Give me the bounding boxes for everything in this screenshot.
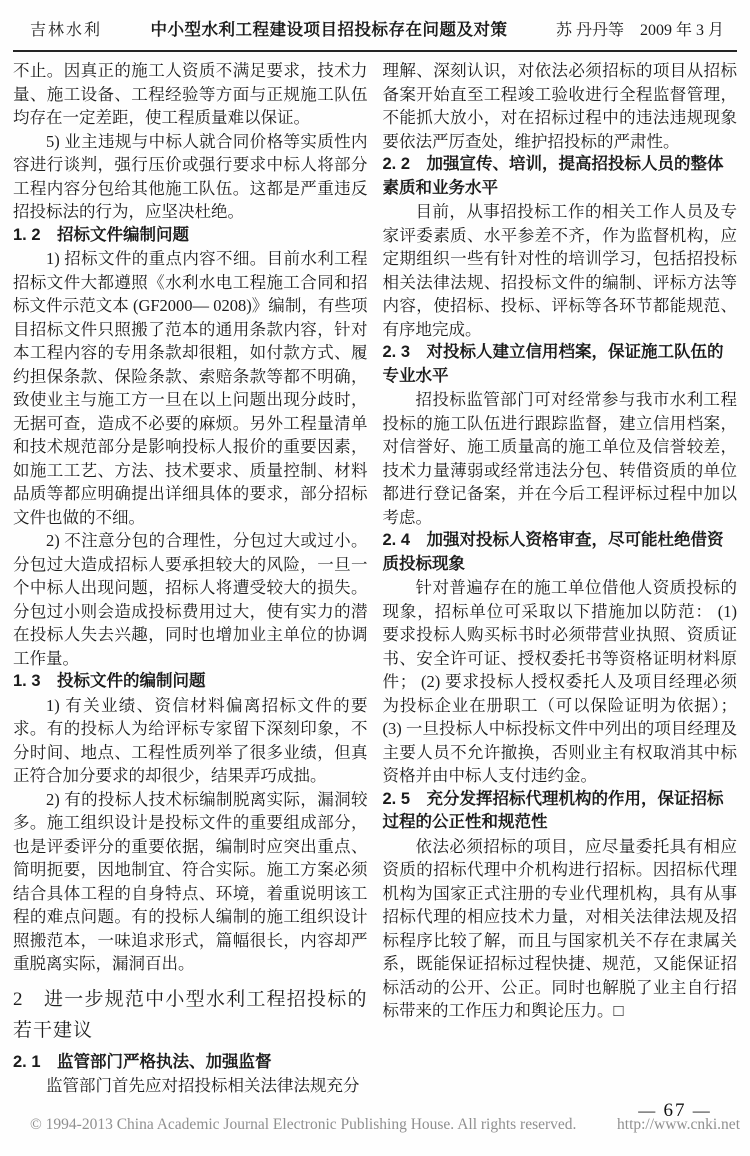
section-heading-2-3: 2. 3 对投标人建立信用档案，保证施工队伍的专业水平 xyxy=(382,343,724,385)
section-heading-1-3: 1. 3 投标文件的编制问题 xyxy=(13,672,206,690)
article-title: 中小型水利工程建设项目招投标存在问题及对策 xyxy=(150,21,508,39)
cnki-url: http://www.cnki.net xyxy=(617,1116,740,1133)
section-heading-2-5: 2. 5 充分发挥招标代理机构的作用，保证招标过程的公正性和规范性 xyxy=(382,789,724,831)
section-heading-2-1: 2. 1 监管部门严格执法、加强监督 xyxy=(13,1052,272,1071)
paragraph: 2) 不注意分包的合理性，分包过大或过小。分包过大造成招标人要承担较大的风险，一旦一个中标人出现问题，招标人将遭受较大的损失。分包过小则会造成投标费用过大，使有实力的潜在投标人失去兴趣，同时也增加业主单位的协调工作量。 xyxy=(13,531,368,668)
page-number-dash-left: — xyxy=(638,1101,658,1120)
paragraph: 监管部门首先应对招投标相关法律法规充分 xyxy=(46,1076,360,1095)
paragraph: 1) 有关业绩、资信材料偏离招标文件的要求。有的投标人为给评标专家留下深刻印象，不分时间、地点、工程性质列举了很多业绩，但真正符合加分要求的却很少，结果弄巧成拙。 xyxy=(13,695,368,785)
section-heading-1-2: 1. 2 招标文件编制问题 xyxy=(13,225,190,244)
paragraph: 2) 有的投标人技术标编制脱离实际，漏洞较多。施工组织设计是投标文件的重要组成部分，也是评委评分的重要依据，编制时应突出重点、简明扼要，因地制宜、符合实际。施工方案必须结合具体工程的自身特点、环境，着重说明该工程的难点问题。有的投标人编制的施工组织设计照搬范本，一味追求形式，篇幅很长，内容却严重脱离实际，漏洞百出。 xyxy=(13,789,368,973)
page-number-dash-right: — xyxy=(692,1101,712,1120)
chapter-heading-2: 2 进一步规范中小型水利工程招投标的若干建议 xyxy=(13,988,368,1041)
section-heading-2-2: 2. 2 加强宣传、培训，提高招投标人员的整体素质和业务水平 xyxy=(382,155,724,197)
paragraph: 理解、深刻认识，对依法必须招标的项目从招标备案开始直至工程竣工验收进行全程监督管理，不能抓大放小，对在招标过程中的违法违规现象要依法严厉查处，维护招投标的严肃性。 xyxy=(382,61,737,151)
section-heading-2-4: 2. 4 加强对投标人资格审查，尽可能杜绝借资质投标现象 xyxy=(382,531,724,573)
right-column xyxy=(383,59,738,1098)
paragraph: 针对普遍存在的施工单位借他人资质投标的现象，招标单位可采取以下措施加以防范： (1) 要求投标人购买标书时必须带营业执照、资质证书、安全许可证、授权委托书等资格证明材料原件； (2) 要求投标人授权委托人及项目经理必须为投标企业在册职工（可以保险证明为依据）；(3) 一旦投标人中标投标文件中列出的项目经理及主要人员不允许撤换，否则业主有权取消其中标资格并由中标人支付违约金。 xyxy=(382,578,737,785)
paragraph: 目前，从事招投标工作的相关工作人员及专家评委素质、水平参差不齐，作为监督机构，应定期组织一些有针对性的培训学习，包括招投标相关法律法规、招投标文件的编制、评标方法等内容，使招标、投标、评标等各环节都能规范、有序地完成。 xyxy=(382,202,737,339)
page-footer xyxy=(0,1100,750,1134)
paragraph: 1) 招标文件的重点内容不细。目前水利工程招标文件大都遵照《水利水电工程施工合同和招标文件示范文本 (GF2000— 0208)》编制，有些项目招标文件只照搬了范本的通用条款内容，针对本工程内容的专用条款却很粗，如付款方式、履约担保条款、保险条款、索赔条款等都不明确，致使业主与施工方一旦在以上问题出现分歧时，无据可查，造成不必要的麻烦。另外工程量清单和技术规范部分是影响投标人报价的重要因素，如施工工艺、方法、技术要求、质量控制、材料品质等都应明确提出详细具体的要求，部分招标文件也做的不细。 xyxy=(13,249,368,527)
page-header xyxy=(0,0,750,44)
left-column xyxy=(13,59,368,1098)
article-body xyxy=(0,52,750,1098)
paragraph: 不止。因真正的施工人资质不满足要求，技术力量、施工设备、工程经验等方面与正规施工队伍均存在一定差距，使工程质量难以保证。 xyxy=(13,61,368,127)
paragraph: 招投标监管部门可对经常参与我市水利工程投标的施工队伍进行跟踪监督，建立信用档案，对信誉好、施工质量高的施工单位及信誉较差，技术力量薄弱或经常违法分包、转借资质的单位都进行登记备案，并在今后工程评标过程中加以考虑。 xyxy=(382,390,737,527)
journal-name: 吉林水利 xyxy=(30,22,103,39)
page-number xyxy=(620,1100,730,1122)
page-number-value: 67 xyxy=(663,1100,687,1121)
copyright-text: © 1994-2013 China Academic Journal Electronic Publishing House. All rights reserved. xyxy=(30,1116,577,1133)
author-and-date: 苏 丹丹等 2009 年 3 月 xyxy=(555,22,724,39)
paragraph: 依法必须招标的项目，应尽量委托具有相应资质的招标代理中介机构进行招标。因招标代理机构为国家正式注册的专业代理机构，具有从事招标代理的相应技术力量，对相关法律法规及招标程序比较了解，而且与国家机关不存在隶属关系，既能保证招标过程快捷、规范，又能保证招标活动的公开、公正。同时也解脱了业主自行招标带来的工作压力和舆论压力。□ xyxy=(382,836,737,1020)
paragraph: 5) 业主违规与中标人就合同价格等实质性内容进行谈判，强行压价或强行要求中标人将部分工程内容分包给其他施工队伍。这都是严重违反招投标法的行为，应坚决杜绝。 xyxy=(13,131,368,221)
